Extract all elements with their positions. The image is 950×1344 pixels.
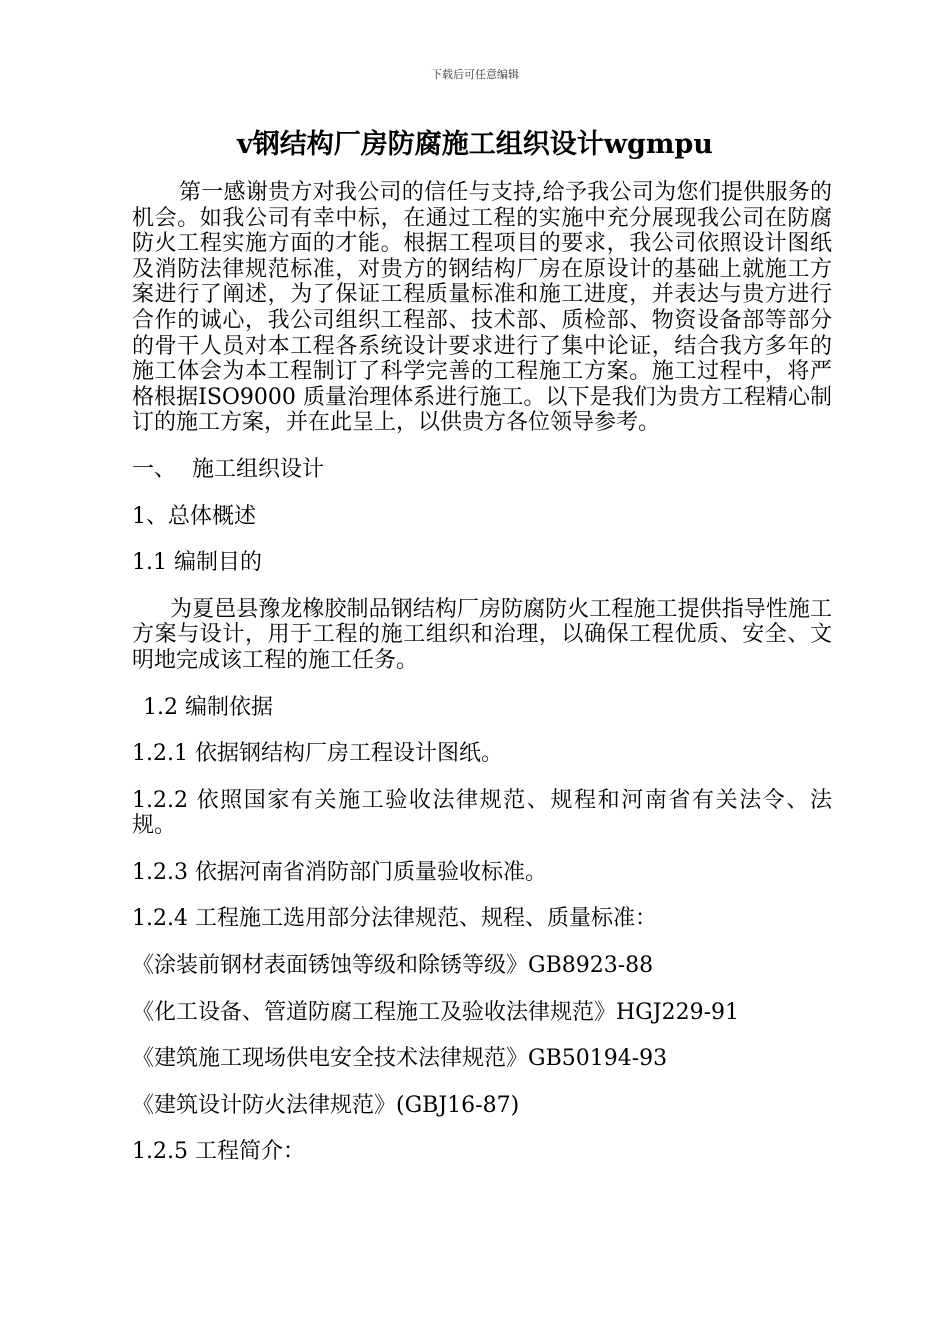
subsection-heading: 1.1 编制目的 (132, 550, 262, 576)
document-title: v钢结构厂房防腐施工组织设计wgmpu (237, 129, 713, 160)
list-item: 1.2.3 依据河南省消防部门质量验收标准。 (132, 859, 547, 885)
intro-paragraph: 第一感谢贵方对我公司的信任与支持,给予我公司为您们提供服务的机会。如我公司有幸中标，在通过工程的实施中充分展现我公司在防腐防火工程实施方面的才能。根据工程项目的要求，我公司依照设计图纸及消防法律规范标准，对贵方的钢结构厂房在原设计的基础上就施工方案进行了阐述，为了保证工程质量标准和施工进度，并表达与贵方进行合作的诚心，我公司组织工程部、技术部、质检部、物资设备部等部分的骨干人员对本工程各系统设计要求进行了集中论证，结合我方多年的施工体会为本工程制订了科学完善的工程施工方案。施工过程中，将严格根据ISO9000 质量治理体系进行施工。以下是我们为贵方工程精心制订的施工方案，并在此呈上，以供贵方各位领导参考。 (132, 180, 832, 436)
section-heading (132, 457, 832, 483)
standard-item: 《建筑施工现场供电安全技术法律规范》GB50194-93 (132, 1046, 668, 1072)
list-item: 1.2.5 工程简介： (132, 1139, 305, 1165)
section-number: 一、 (132, 456, 177, 482)
standard-item: 《建筑设计防火法律规范》(GBJ16-87) (132, 1092, 520, 1118)
document-body (132, 180, 832, 1165)
list-item: 1.2.1 依据钢结构厂房工程设计图纸。 (132, 741, 503, 767)
page-header: 下载后可任意编辑 (431, 68, 519, 81)
section-title: 施工组织设计 (192, 456, 325, 482)
standard-item: 《涂装前钢材表面锈蚀等级和除锈等级》GB8923-88 (132, 953, 654, 979)
list-item: 1.2.4 工程施工选用部分法律规范、规程、质量标准： (132, 906, 657, 932)
standard-item: 《化工设备、管道防腐工程施工及验收法律规范》HGJ229-91 (132, 999, 739, 1025)
purpose-paragraph: 为夏邑县豫龙橡胶制品钢结构厂房防腐防火工程施工提供指导性施工方案与设计，用于工程的施工组织和治理，以确保工程优质、安全、文明地完成该工程的施工任务。 (132, 596, 832, 673)
subsection-heading: 1.2 编制依据 (143, 694, 273, 720)
subsection-heading: 1、总体概述 (132, 503, 256, 529)
list-item: 1.2.2 依照国家有关施工验收法律规范、规程和河南省有关法令、法规。 (132, 787, 832, 839)
